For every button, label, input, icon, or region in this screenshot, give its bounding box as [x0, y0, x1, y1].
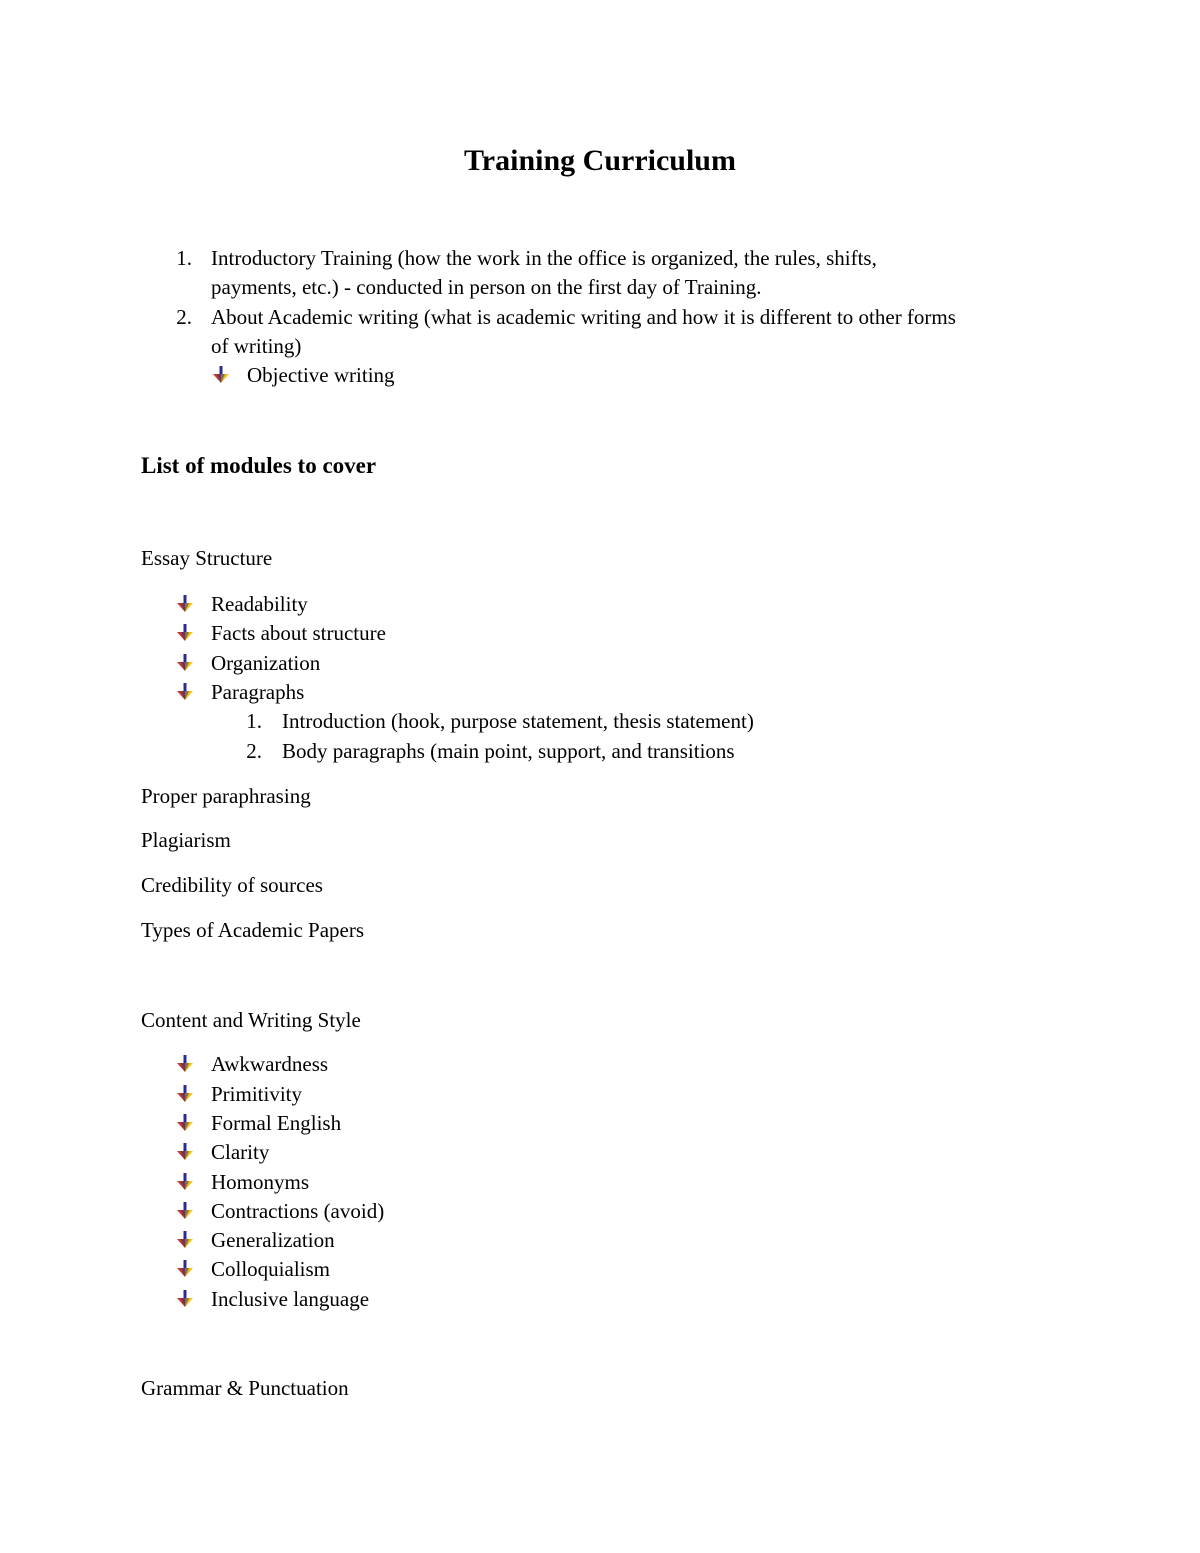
section-label: Grammar & Punctuation: [141, 1376, 349, 1400]
down-arrow-bullet-icon: [175, 653, 197, 675]
down-arrow-bullet-icon: [175, 1172, 197, 1194]
list-item-text: Objective writing: [247, 363, 395, 387]
list-number: 2.: [246, 739, 262, 763]
list-item-text: Readability: [211, 592, 308, 616]
down-arrow-bullet-icon: [175, 1230, 197, 1252]
list-number: 1.: [246, 709, 262, 733]
list-item-text: Contractions (avoid): [211, 1199, 385, 1223]
section-label: Types of Academic Papers: [141, 918, 365, 942]
down-arrow-bullet-icon: [175, 623, 197, 645]
list-item-text: Inclusive language: [211, 1287, 370, 1311]
list-item-text: Formal English: [211, 1111, 342, 1135]
list-item-text: Facts about structure: [211, 621, 386, 645]
section-label: Credibility of sources: [141, 873, 323, 897]
list-item-text: Homonyms: [211, 1170, 310, 1194]
section-label: Content and Writing Style: [141, 1008, 361, 1032]
down-arrow-bullet-icon: [175, 682, 197, 704]
down-arrow-bullet-icon: [175, 1084, 197, 1106]
section-label: Plagiarism: [141, 828, 231, 852]
page-title: Training Curriculum: [464, 144, 736, 177]
list-number: 2.: [176, 305, 192, 329]
list-item-text: of writing): [211, 334, 302, 358]
section-heading: List of modules to cover: [141, 453, 377, 478]
list-item-text: Body paragraphs (main point, support, and transitions: [282, 739, 735, 763]
section-label: Essay Structure: [141, 546, 273, 570]
list-item-text: payments, etc.) - conducted in person on the first day of Training.: [211, 275, 762, 299]
down-arrow-bullet-icon: [175, 1289, 197, 1311]
down-arrow-bullet-icon: [175, 594, 197, 616]
down-arrow-bullet-icon: [175, 1142, 197, 1164]
list-item-text: Introductory Training (how the work in the office is organized, the rules, shifts,: [211, 246, 877, 270]
down-arrow-bullet-icon: [175, 1113, 197, 1135]
down-arrow-bullet-icon: [175, 1201, 197, 1223]
list-item-text: Paragraphs: [211, 680, 305, 704]
list-item-text: Colloquialism: [211, 1257, 331, 1281]
list-item-text: Clarity: [211, 1140, 270, 1164]
list-number: 1.: [176, 246, 192, 270]
list-item-text: About Academic writing (what is academic writing and how it is different to other forms: [211, 305, 956, 329]
list-item-text: Introduction (hook, purpose statement, thesis statement): [282, 709, 754, 733]
list-item-text: Organization: [211, 651, 321, 675]
section-label: Proper paraphrasing: [141, 784, 311, 808]
list-item-text: Primitivity: [211, 1082, 303, 1106]
down-arrow-bullet-icon: [211, 365, 233, 387]
list-item-text: Awkwardness: [211, 1052, 329, 1076]
list-item-text: Generalization: [211, 1228, 335, 1252]
down-arrow-bullet-icon: [175, 1259, 197, 1281]
down-arrow-bullet-icon: [175, 1054, 197, 1076]
